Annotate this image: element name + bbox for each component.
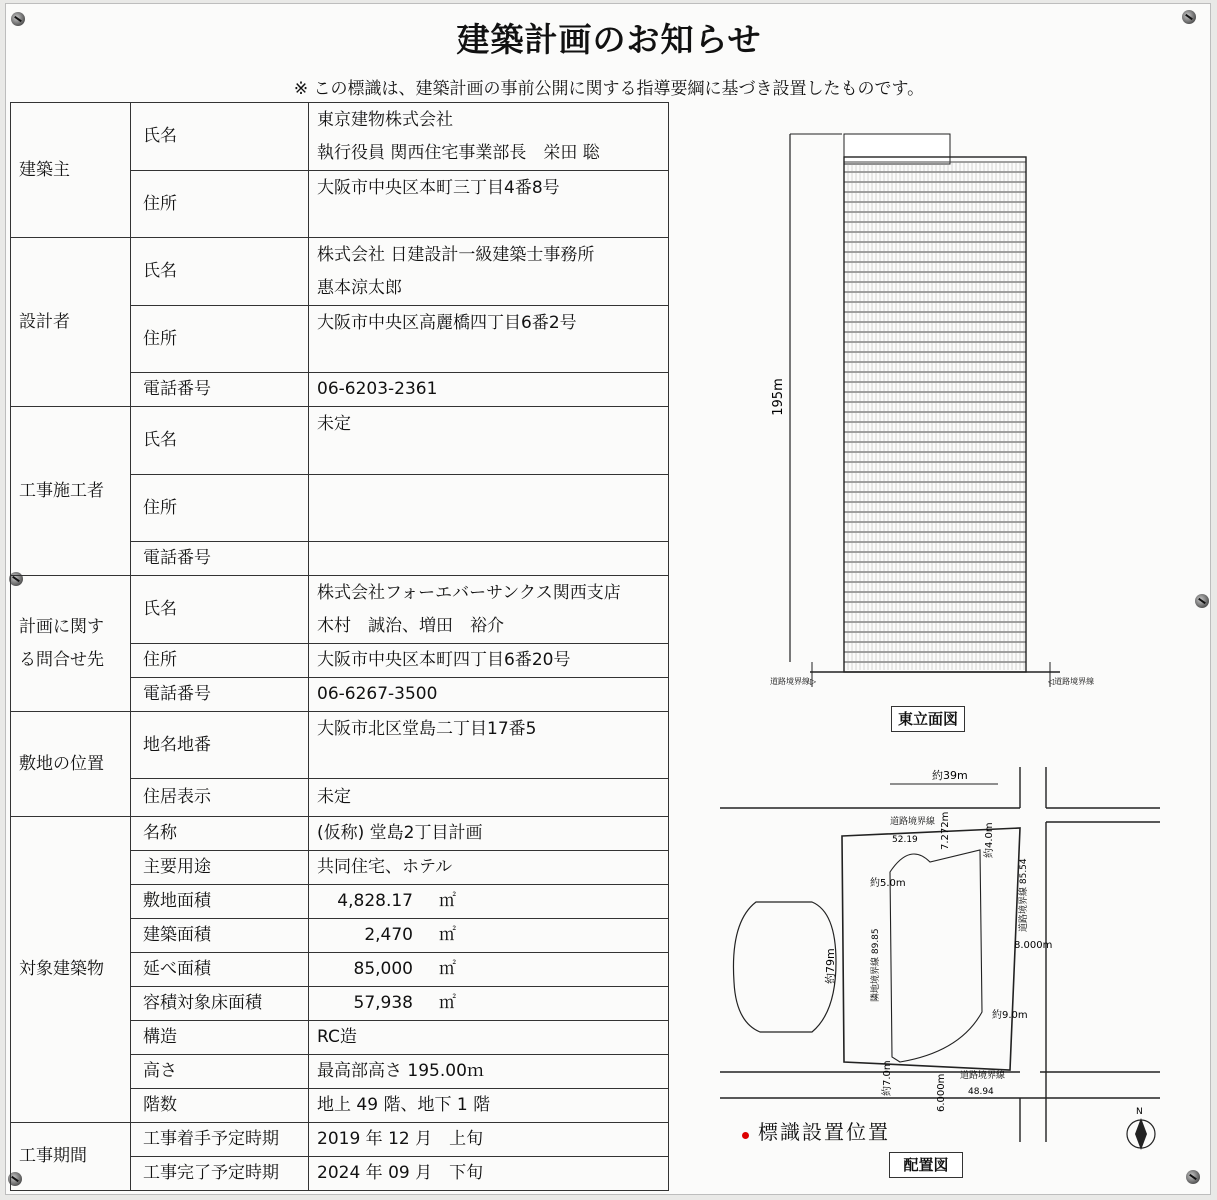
designer-category: 設計者	[11, 238, 131, 407]
site-road-right: 道路境界線 85.54	[1019, 858, 1029, 932]
site-road-bottom: 道路境界線	[960, 1071, 1006, 1081]
site-setback-ne: 約4.0m	[984, 822, 995, 858]
building-floors-label: 階数	[131, 1089, 309, 1123]
owner-address-label: 住所	[131, 171, 309, 238]
building-floors-value: 地上 49 階、地下 1 階	[309, 1089, 669, 1123]
contractor-phone-label: 電話番号	[131, 542, 309, 576]
site-setback-nw: 約5.0m	[870, 878, 906, 889]
designer-name-line2: 惠本涼太郎	[317, 278, 402, 298]
designer-address-value: 大阪市中央区高麗橋四丁目6番2号	[309, 306, 669, 373]
screw-bottom-right	[1186, 1170, 1200, 1184]
inquiry-name-value	[309, 576, 669, 644]
siteplan-caption: 配置図	[889, 1152, 963, 1178]
site-setback-se: 約9.0m	[992, 1010, 1028, 1021]
designer-name-label: 氏名	[131, 238, 309, 306]
site-lot-label: 地名地番	[131, 712, 309, 779]
elevation-height-label: 195m	[771, 378, 786, 416]
inquiry-category	[11, 576, 131, 712]
building-structure-value: RC造	[309, 1021, 669, 1055]
site-lot-value: 大阪市北区堂島二丁目17番5	[309, 712, 669, 779]
inquiry-phone-label: 電話番号	[131, 678, 309, 712]
designer-phone-label: 電話番号	[131, 373, 309, 407]
inquiry-category-line2: る問合せ先	[19, 649, 104, 670]
building-structure-label: 構造	[131, 1021, 309, 1055]
designer-name-line1: 株式会社 日建設計一級建築士事務所	[317, 245, 595, 265]
inquiry-name-row	[11, 576, 669, 644]
building-use-value: 共同住宅、ホテル	[309, 851, 669, 885]
inquiry-name-label: 氏名	[131, 576, 309, 644]
building-far-area-value	[309, 987, 669, 1021]
owner-address-value: 大阪市中央区本町三丁目4番8号	[309, 171, 669, 238]
notice-board	[5, 3, 1211, 1195]
building-area-label: 建築面積	[131, 919, 309, 953]
building-name-row	[11, 817, 669, 851]
designer-name-row	[11, 238, 669, 306]
site-area-unit: ㎡	[439, 891, 456, 911]
site-road-bottom-len: 48.94	[968, 1087, 994, 1097]
site-setback-sw: 約7.0m	[882, 1060, 893, 1096]
designer-address-label: 住所	[131, 306, 309, 373]
site-road-bottom-width: 6.000m	[936, 1073, 947, 1112]
owner-name-label: 氏名	[131, 103, 309, 171]
building-area-unit: ㎡	[439, 925, 456, 945]
inquiry-address-label: 住所	[131, 644, 309, 678]
site-residence-label: 住居表示	[131, 779, 309, 817]
inquiry-address-value: 大阪市中央区本町四丁目6番20号	[309, 644, 669, 678]
contractor-phone-value	[309, 542, 669, 576]
site-plan-drawing	[720, 762, 1170, 1162]
building-far-area-label: 容積対象床面積	[131, 987, 309, 1021]
period-end-label: 工事完了予定時期	[131, 1157, 309, 1191]
contractor-name-value: 未定	[309, 407, 669, 475]
site-residence-value: 未定	[309, 779, 669, 817]
period-start-label: 工事着手予定時期	[131, 1123, 309, 1157]
sign-position-note: 標識設置位置	[758, 1120, 890, 1144]
info-table	[10, 102, 669, 1191]
building-site-area-label: 敷地面積	[131, 885, 309, 919]
north-arrow-icon	[1127, 1107, 1155, 1150]
site-road-top-len: 52.19	[892, 835, 918, 845]
contractor-address-label: 住所	[131, 475, 309, 542]
inquiry-name-line2: 木村 誠治、増田 裕介	[317, 616, 504, 636]
site-lot-row	[11, 712, 669, 779]
period-end-value: 2024 年 09 月 下旬	[309, 1157, 669, 1191]
far-area-number: 57,938	[353, 993, 413, 1013]
building-height-label: 高さ	[131, 1055, 309, 1089]
inquiry-phone-value: 06-6267-3500	[309, 678, 669, 712]
site-adjacent: 隣地境界線 89.85	[871, 928, 881, 1002]
elevation-caption: 東立面図	[891, 706, 965, 732]
building-name-label: 名称	[131, 817, 309, 851]
sign-position-marker	[742, 1132, 749, 1139]
building-category: 対象建築物	[11, 817, 131, 1123]
owner-name-row	[11, 103, 669, 171]
site-road-width: 8.000m	[1014, 940, 1053, 951]
period-start-row	[11, 1123, 669, 1157]
north-label: N	[1136, 1107, 1143, 1117]
building-area-number: 2,470	[364, 925, 413, 945]
far-area-unit: ㎡	[439, 993, 456, 1013]
contractor-category: 工事施工者	[11, 407, 131, 576]
owner-name-line1: 東京建物株式会社	[317, 110, 453, 130]
designer-phone-value: 06-6203-2361	[309, 373, 669, 407]
elevation-boundary-left: 道路境界線▷	[770, 677, 817, 686]
contractor-name-label: 氏名	[131, 407, 309, 475]
site-setback-top: 7.272m	[940, 811, 951, 850]
contractor-name-row	[11, 407, 669, 475]
inquiry-name-line1: 株式会社フォーエバーサンクス関西支店	[317, 583, 621, 603]
site-category: 敷地の位置	[11, 712, 131, 817]
building-floor-area-value	[309, 953, 669, 987]
elevation-boundary-right: ◁道路境界線	[1048, 677, 1095, 686]
inquiry-category-line1: 計画に関す	[19, 616, 104, 637]
floor-area-unit: ㎡	[439, 959, 456, 979]
page-title: 建築計画のお知らせ	[456, 20, 762, 59]
building-use-label: 主要用途	[131, 851, 309, 885]
building-area-value	[309, 919, 669, 953]
site-road-top: 道路境界線	[890, 817, 936, 827]
period-category: 工事期間	[11, 1123, 131, 1191]
site-area-number: 4,828.17	[337, 891, 413, 911]
notice-note: ※ この標識は、建築計画の事前公開に関する指導要綱に基づき設置したものです。	[293, 79, 925, 99]
building-height-value: 最高部高さ 195.00ｍ	[309, 1055, 669, 1089]
period-start-value: 2019 年 12 月 上旬	[309, 1123, 669, 1157]
building-site-area-value	[309, 885, 669, 919]
building-name-value: (仮称) 堂島2丁目計画	[309, 817, 669, 851]
east-elevation-drawing	[760, 122, 1130, 697]
owner-name-line2: 執行役員 関西住宅事業部長 栄田 聡	[317, 143, 600, 163]
contractor-address-value	[309, 475, 669, 542]
site-depth: 約79m	[824, 948, 837, 984]
building-floor-area-label: 延べ面積	[131, 953, 309, 987]
owner-category: 建築主	[11, 103, 131, 238]
floor-area-number: 85,000	[353, 959, 413, 979]
screw-mid-right	[1195, 594, 1209, 608]
designer-name-value	[309, 238, 669, 306]
elevation-floor-lines	[844, 162, 1026, 670]
site-width-top: 約39m	[932, 769, 968, 782]
owner-name-value	[309, 103, 669, 171]
